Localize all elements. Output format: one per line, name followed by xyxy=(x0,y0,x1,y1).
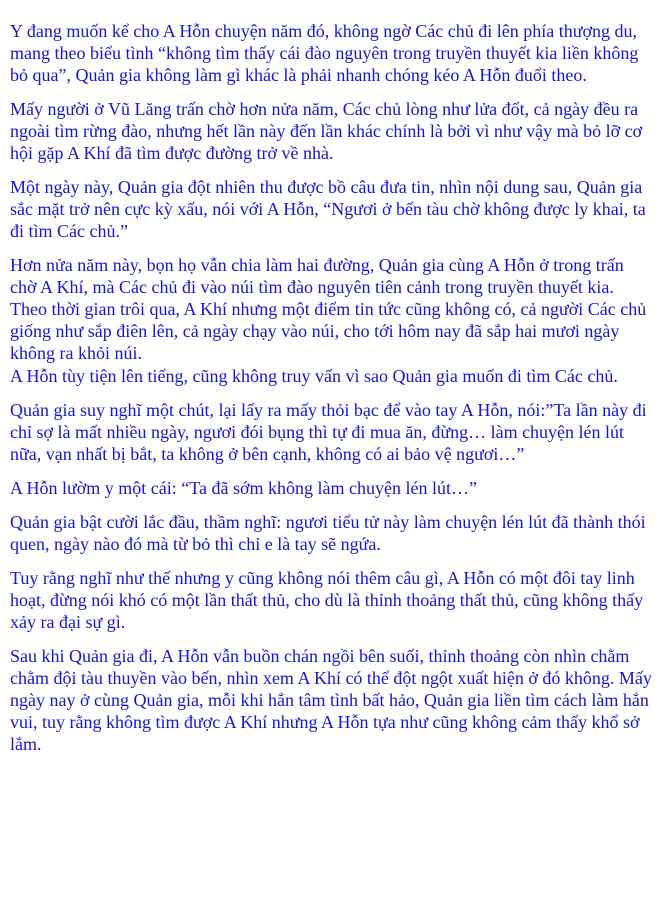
paragraph-4: Hơn nửa năm này, bọn họ vẫn chia làm hai đường, Quản gia cùng A Hỗn ở trong trấn chờ A Khí, mà Các chủ đi vào núi tìm đào nguyên tiên cảnh trong truyền thuyết kia. Theo thời gian trôi qua, A Khí nhưng một điểm tin tức cũng không có, cả người Các chủ giống như sắp điên lên, cả ngày chạy vào núi, cho tới hôm nay đã sắp hai mươi ngày không ra khỏi núi. xyxy=(10,255,647,363)
paragraph-3: Một ngày này, Quản gia đột nhiên thu được bồ câu đưa tin, nhìn nội dung sau, Quản gia sắc mặt trở nên cực kỳ xấu, nói với A Hỗn, “Ngươi ở bến tàu chờ không được ly khai, ta đi tìm Các chủ.” xyxy=(10,177,646,241)
paragraph-9: Tuy rằng nghĩ như thế nhưng y cũng không nói thêm câu gì, A Hỗn có một đôi tay linh hoạt, đừng nói khó có một lần thất thủ, cho dù là thỉnh thoảng thất thủ, cũng không thấy xảy ra đại sự gì. xyxy=(10,568,644,632)
paragraph-6: Quản gia suy nghĩ một chút, lại lấy ra mấy thỏi bạc để vào tay A Hỗn, nói:”Ta lần này đi chỉ sợ là mất nhiều ngày, ngươi đói bụng thì tự đi mua ăn, đừng… làm chuyện lén lút nữa, vạn nhất bị bắt, ta không ở bên cạnh, không có ai bảo vệ ngươi…” xyxy=(10,400,647,464)
paragraph-8: Quản gia bật cười lắc đầu, thầm nghĩ: ngươi tiểu tử này làm chuyện lén lút đã thành thói quen, ngày nào đó mà từ bỏ thì chỉ e là tay sẽ ngứa. xyxy=(10,512,646,554)
paragraph-7: A Hỗn lườm y một cái: “Ta đã sớm không làm chuyện lén lút…” xyxy=(10,478,477,498)
paragraph-1: Y đang muốn kể cho A Hỗn chuyện năm đó, không ngờ Các chủ đi lên phía thượng du, mang theo biểu tình “không tìm thấy cái đào nguyên trong truyền thuyết kia liền không bỏ qua”, Quản gia không làm gì khác là phải nhanh chóng kéo A Hỗn đuổi theo. xyxy=(10,21,639,85)
paragraph-2: Mấy người ở Vũ Lăng trấn chờ hơn nửa năm, Các chủ lòng như lửa đốt, cả ngày đều ra ngoài tìm rừng đào, nhưng hết lần này đến lần khác chính là bởi vì như vậy mà bỏ lỡ cơ hội gặp A Khí đã tìm được đường trở về nhà. xyxy=(10,99,643,163)
paragraph-5: A Hỗn tùy tiện lên tiếng, cũng không truy vấn vì sao Quản gia muốn đi tìm Các chủ. xyxy=(10,366,618,386)
paragraph-10: Sau khi Quản gia đi, A Hỗn vẫn buồn chán ngồi bên suối, thỉnh thoảng còn nhìn chằm chằm đội tàu thuyền vào bến, nhìn xem A Khí có thể đột ngột xuất hiện ở đó không. Mấy ngày nay ở cùng Quản gia, mỗi khi hắn tâm tình bất hảo, Quản gia liền tìm cách làm hắn vui, tuy rằng không tìm được A Khí nhưng A Hỗn tựa như cũng không cảm thấy khổ sở lắm. xyxy=(10,646,652,754)
